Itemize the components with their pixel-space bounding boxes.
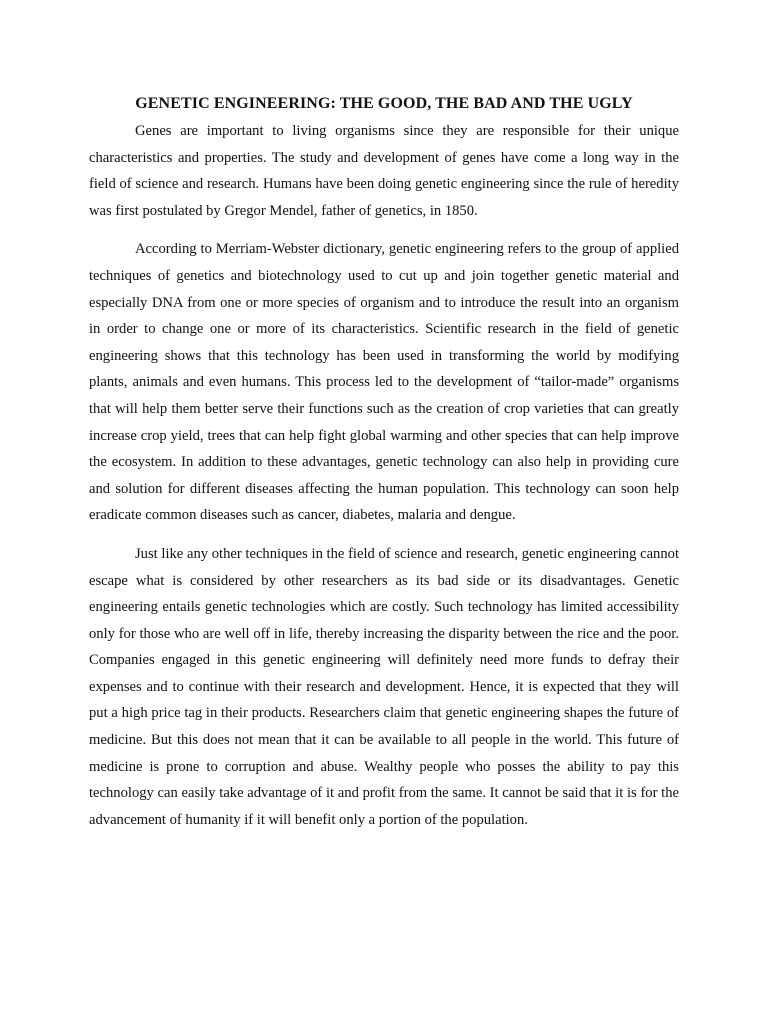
- paragraph-introduction: Genes are important to living organisms since they are responsible for their unique characteristics and properties. The study and development of genes have come a long way in the field of science and research. Humans have been doing genetic engineering since the rule of heredity was first postulated by Gregor Mendel, father of genetics, in 1850.: [89, 123, 679, 219]
- document-title: GENETIC ENGINEERING: THE GOOD, THE BAD AND THE UGLY: [135, 95, 633, 112]
- document-body: [89, 92, 679, 845]
- paragraph-definition-advantages: According to Merriam-Webster dictionary, genetic engineering refers to the group of applied techniques of genetics and biotechnology used to cut up and join together genetic material and especially DNA from one or more species of organism and to introduce the result into an organism in order to change one or more of its characteristics. Scientific research in the field of genetic engineering shows that this technology has been used in transforming the world by modifying plants, animals and even humans. This process led to the development of “tailor-made” organisms that will help them better serve their functions such as the creation of crop varieties that can greatly increase crop yield, trees that can help fight global warming and other species that can help improve the ecosystem. In addition to these advantages, genetic technology can also help in providing cure and solution for different diseases affecting the human population. This technology can soon help eradicate common diseases such as cancer, diabetes, malaria and dengue.: [89, 241, 679, 524]
- paragraph-disadvantages: Just like any other techniques in the field of science and research, genetic engineering cannot escape what is considered by other researchers as its bad side or its disadvantages. Genetic engineering entails genetic technologies which are costly. Such technology has limited accessibility only for those who are well off in life, thereby increasing the disparity between the rice and the poor. Companies engaged in this genetic engineering will definitely need more funds to defray their expenses and to continue with their research and development. Hence, it is expected that they will put a high price tag in their products. Researchers claim that genetic engineering shapes the future of medicine. But this does not mean that it can be available to all people in the world. This future of medicine is prone to corruption and abuse. Wealthy people who posses the ability to pay this technology can easily take advantage of it and profit from the same. It cannot be said that it is for the advancement of humanity if it will benefit only a portion of the population.: [89, 545, 679, 828]
